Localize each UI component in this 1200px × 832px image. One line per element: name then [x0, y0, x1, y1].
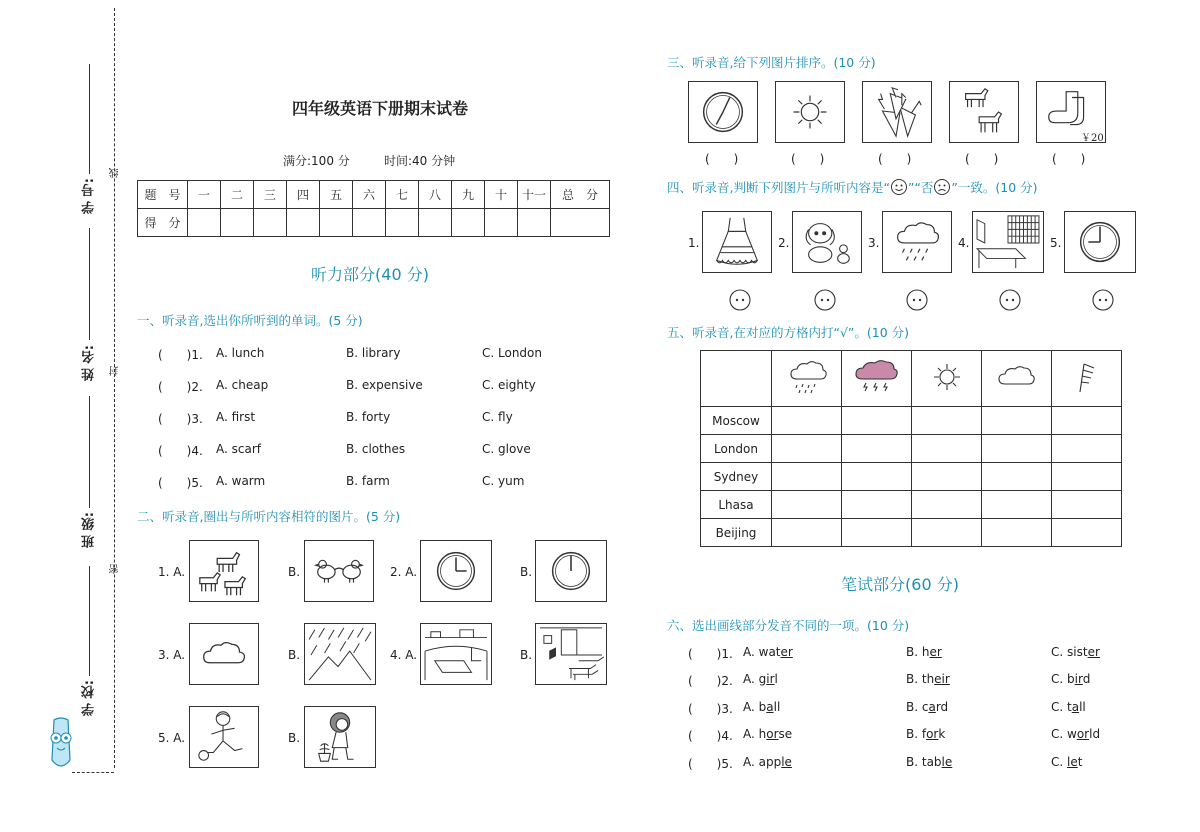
score-header-cell: 六	[353, 181, 386, 209]
sad-face-icon	[933, 178, 951, 196]
check-cell[interactable]	[772, 407, 842, 435]
q1-item-number[interactable]: ( )3.	[158, 412, 203, 426]
q1-item-number[interactable]: ( )1.	[158, 348, 203, 362]
check-cell[interactable]	[982, 407, 1052, 435]
gardening-girl-icon[interactable]	[304, 706, 376, 768]
q2-label: 5. A.	[158, 731, 186, 745]
stormy-icon	[842, 351, 912, 407]
check-cell[interactable]	[842, 463, 912, 491]
word-part: se	[778, 727, 793, 741]
binding-dashed-line	[114, 8, 115, 768]
rain-mountain-icon[interactable]	[304, 623, 376, 685]
q6-option-a	[743, 672, 778, 686]
q2-label: 3. A.	[158, 648, 186, 662]
score-header-cell: 十	[485, 181, 518, 209]
q3-answer-bracket[interactable]: ( )	[1052, 152, 1086, 166]
q2-label: B.	[288, 648, 301, 662]
check-cell[interactable]	[1052, 435, 1122, 463]
clock-3-icon[interactable]	[420, 540, 492, 602]
q6-item-number[interactable]: ( )5.	[688, 757, 733, 771]
score-header-cell: 二	[221, 181, 254, 209]
q6-option-c	[1051, 700, 1086, 714]
exam-title: 四年级英语下册期末试卷	[291, 99, 468, 118]
word-part: B. th	[906, 672, 935, 686]
underlined-part: le	[781, 755, 792, 769]
underlined-part: er	[780, 645, 793, 659]
q1-option-a: A. cheap	[216, 378, 269, 392]
q3-title: 三、听录音,给下列图片排序。(10 分)	[667, 55, 876, 70]
q6-option-b	[906, 672, 950, 686]
q2-label: B.	[520, 565, 533, 579]
q6-item-number[interactable]: ( )2.	[688, 674, 733, 688]
underlined-part: a	[928, 700, 936, 714]
underlined-part: er	[929, 645, 942, 659]
student-number-field[interactable]	[89, 64, 90, 174]
word-part: A. app	[743, 755, 782, 769]
answer-face-icon[interactable]	[729, 289, 751, 314]
socks-icon[interactable]	[1036, 81, 1106, 143]
q1-option-a: A. warm	[216, 474, 266, 488]
word-part: A. b	[743, 700, 767, 714]
q4-number: 5.	[1050, 236, 1062, 250]
q1-item-number[interactable]: ( )4.	[158, 444, 203, 458]
score-header-cell: 总 分	[551, 181, 610, 209]
q1-item-number[interactable]: ( )5.	[158, 476, 203, 490]
underlined-part: or	[1076, 727, 1090, 741]
q1-option-b: B. clothes	[346, 442, 406, 456]
student-number-label: 学 号:	[82, 178, 97, 214]
score-header-cell: 七	[386, 181, 419, 209]
score-header-cell: 三	[254, 181, 287, 209]
carrots-icon[interactable]	[862, 81, 932, 143]
q3-answer-bracket[interactable]: ( )	[705, 152, 739, 166]
playground-icon[interactable]	[420, 623, 492, 685]
clock-icon[interactable]	[688, 81, 758, 143]
price-label: ￥20	[1081, 133, 1104, 144]
q2-label: 4. A.	[390, 648, 418, 662]
word-part: C. sist	[1051, 645, 1088, 659]
city-label: Sydney	[701, 463, 772, 491]
word-part: A. wat	[743, 645, 781, 659]
q6-option-c	[1051, 645, 1100, 659]
listening-section-header: 听力部分(40 分)	[311, 265, 429, 284]
q1-option-c: C. London	[482, 346, 542, 360]
sunny-icon	[912, 351, 982, 407]
q4-title-part: ”一致。(10 分)	[951, 180, 1038, 195]
word-part: B. tab	[906, 755, 942, 769]
q4-title-part: 四、听录音,判断下列图片与所听内容是“	[667, 180, 890, 195]
q6-option-b	[906, 727, 945, 741]
windy-icon	[1052, 351, 1122, 407]
cloud-icon[interactable]	[189, 623, 259, 685]
check-cell[interactable]	[912, 463, 982, 491]
check-cell[interactable]	[912, 519, 982, 547]
q6-option-a	[743, 755, 792, 769]
word-part: l	[774, 672, 778, 686]
score-cell[interactable]	[287, 209, 320, 237]
word-part: d	[1082, 672, 1091, 686]
underlined-part: er	[1087, 645, 1100, 659]
score-header-cell: 九	[452, 181, 485, 209]
clock-12-icon[interactable]	[535, 540, 607, 602]
word-part: ll	[773, 700, 781, 714]
answer-face-icon[interactable]	[906, 289, 928, 314]
q1-option-c: C. glove	[482, 442, 531, 456]
score-cell[interactable]	[419, 209, 452, 237]
check-cell[interactable]	[1052, 407, 1122, 435]
score-cell[interactable]	[551, 209, 610, 237]
score-cell[interactable]	[221, 209, 254, 237]
q2-label: B.	[288, 731, 301, 745]
check-cell[interactable]	[912, 435, 982, 463]
q2-label: 1. A.	[158, 565, 186, 579]
chicks-icon[interactable]	[304, 540, 374, 602]
underlined-part: a	[766, 700, 774, 714]
school-field[interactable]	[89, 566, 90, 676]
q3-answer-bracket[interactable]: ( )	[791, 152, 825, 166]
city-label: Lhasa	[701, 491, 772, 519]
q4-number: 1.	[688, 236, 700, 250]
q3-answer-bracket[interactable]: ( )	[965, 152, 999, 166]
horses-icon[interactable]	[949, 81, 1019, 143]
underlined-part: or	[766, 727, 779, 741]
answer-face-icon[interactable]	[1092, 289, 1114, 314]
q1-option-c: C. yum	[482, 474, 525, 488]
rainy-icon	[772, 351, 842, 407]
score-cell[interactable]	[386, 209, 419, 237]
school-label: 学 校:	[82, 680, 97, 716]
q6-title: 六、选出画线部分发音不同的一项。(10 分)	[667, 618, 910, 633]
underlined-part: or	[926, 727, 939, 741]
word-part: B. c	[906, 700, 929, 714]
score-header-cell: 八	[419, 181, 452, 209]
q1-option-b: B. expensive	[346, 378, 423, 392]
score-header-cell: 题 号	[138, 181, 188, 209]
q1-option-b: B. forty	[346, 410, 391, 424]
score-cell[interactable]	[518, 209, 551, 237]
corner-cell	[701, 351, 772, 407]
q1-option-a: A. lunch	[216, 346, 265, 360]
word-part: C. t	[1051, 700, 1072, 714]
answer-face-icon[interactable]	[999, 289, 1021, 314]
q6-option-a	[743, 700, 780, 714]
check-cell[interactable]	[982, 435, 1052, 463]
score-header-cell: 五	[320, 181, 353, 209]
q6-option-a	[743, 645, 793, 659]
mascot-icon	[44, 716, 78, 772]
check-cell[interactable]	[842, 407, 912, 435]
classroom-icon[interactable]	[535, 623, 607, 685]
q6-option-c	[1051, 672, 1090, 686]
q6-item-number[interactable]: ( )4.	[688, 729, 733, 743]
underlined-part: ir	[766, 672, 775, 686]
word-part: A. h	[743, 727, 767, 741]
q1-option-c: C. fly	[482, 410, 513, 424]
q2-label: 2. A.	[390, 565, 418, 579]
rain-cloud-icon[interactable]	[882, 211, 952, 273]
check-cell[interactable]	[1052, 463, 1122, 491]
city-label: Moscow	[701, 407, 772, 435]
underlined-part: le	[1067, 755, 1078, 769]
check-cell[interactable]	[982, 463, 1052, 491]
horses-icon[interactable]	[189, 540, 259, 602]
dog-chick-icon[interactable]	[792, 211, 862, 273]
answer-face-icon[interactable]	[814, 289, 836, 314]
check-cell[interactable]	[842, 435, 912, 463]
q6-option-b	[906, 700, 948, 714]
full-score: 满分:100 分	[283, 154, 350, 168]
word-part: t	[1077, 755, 1083, 769]
q4-number: 3.	[868, 236, 880, 250]
q1-option-c: C. eighty	[482, 378, 536, 392]
check-cell[interactable]	[842, 491, 912, 519]
q4-number: 4.	[958, 236, 970, 250]
q1-item-number[interactable]: ( )2.	[158, 380, 203, 394]
q6-option-b	[906, 755, 952, 769]
score-cell[interactable]	[485, 209, 518, 237]
underlined-part: eir	[934, 672, 950, 686]
q4-title	[667, 178, 1038, 196]
seal-mark: 封	[110, 366, 121, 376]
clock-9-icon[interactable]	[1064, 211, 1136, 273]
library-icon[interactable]	[972, 211, 1044, 273]
check-cell[interactable]	[772, 491, 842, 519]
score-header-cell: 四	[287, 181, 320, 209]
score-header-cell: 一	[188, 181, 221, 209]
q1-option-b: B. library	[346, 346, 401, 360]
score-table	[137, 180, 610, 237]
word-part: C. b	[1051, 672, 1075, 686]
sun-icon[interactable]	[775, 81, 845, 143]
class-field[interactable]	[89, 396, 90, 508]
q6-item-number[interactable]: ( )3.	[688, 702, 733, 716]
word-part: B. h	[906, 645, 930, 659]
happy-face-icon	[890, 178, 908, 196]
score-cell[interactable]	[254, 209, 287, 237]
q3-answer-bracket[interactable]: ( )	[878, 152, 912, 166]
word-part: C.	[1051, 755, 1068, 769]
underlined-part: ir	[1074, 672, 1083, 686]
binding-dashed-line-bottom	[72, 772, 114, 773]
q2-label: B.	[288, 565, 301, 579]
q6-option-b	[906, 645, 942, 659]
word-part: ld	[1089, 727, 1101, 741]
city-label: London	[701, 435, 772, 463]
score-cell[interactable]	[353, 209, 386, 237]
word-part: k	[938, 727, 946, 741]
q1-option-a: A. first	[216, 410, 256, 424]
q2-title: 二、听录音,圈出与所听内容相符的图片。(5 分)	[137, 509, 401, 524]
name-field[interactable]	[89, 228, 90, 340]
check-cell[interactable]	[772, 435, 842, 463]
check-cell[interactable]	[1052, 519, 1122, 547]
check-cell[interactable]	[772, 519, 842, 547]
check-cell[interactable]	[982, 491, 1052, 519]
q6-option-a	[743, 727, 792, 741]
word-part: rd	[935, 700, 949, 714]
cloudy-icon	[982, 351, 1052, 407]
q2-label: B.	[520, 648, 533, 662]
check-cell[interactable]	[842, 519, 912, 547]
check-cell[interactable]	[982, 519, 1052, 547]
q1-title: 一、听录音,选出你所听到的单词。(5 分)	[137, 313, 363, 328]
check-cell[interactable]	[912, 407, 982, 435]
score-cell[interactable]	[452, 209, 485, 237]
score-header-cell: 十一	[518, 181, 551, 209]
q1-option-b: B. farm	[346, 474, 390, 488]
check-cell[interactable]	[772, 463, 842, 491]
q5-title: 五、听录音,在对应的方格内打“√”。(10 分)	[667, 325, 910, 340]
word-part: ll	[1079, 700, 1086, 714]
underlined-part: le	[941, 755, 953, 769]
q1-option-a: A. scarf	[216, 442, 261, 456]
score-cell[interactable]	[320, 209, 353, 237]
score-cell[interactable]	[188, 209, 221, 237]
writing-section-header: 笔试部分(60 分)	[841, 575, 959, 594]
word-part: A. g	[743, 672, 767, 686]
weather-table	[700, 350, 1122, 547]
q6-option-c	[1051, 727, 1100, 741]
check-cell[interactable]	[912, 491, 982, 519]
city-label: Beijing	[701, 519, 772, 547]
score-row-label: 得 分	[138, 209, 188, 237]
class-label: 班 级:	[82, 512, 97, 548]
line-mark: 线	[110, 168, 121, 178]
check-cell[interactable]	[1052, 491, 1122, 519]
q6-item-number[interactable]: ( )1.	[688, 647, 733, 661]
secret-mark: 密	[110, 564, 121, 574]
word-part: C. w	[1051, 727, 1077, 741]
q4-number: 2.	[778, 236, 790, 250]
word-part: B. f	[906, 727, 927, 741]
football-boy-icon[interactable]	[189, 706, 259, 768]
name-label: 姓 名:	[82, 345, 97, 381]
q4-title-part: ”“否	[907, 180, 934, 195]
q6-option-c	[1051, 755, 1082, 769]
dress-icon[interactable]	[702, 211, 772, 273]
time-limit: 时间:40 分钟	[384, 154, 456, 168]
underlined-part: a	[1071, 700, 1080, 714]
